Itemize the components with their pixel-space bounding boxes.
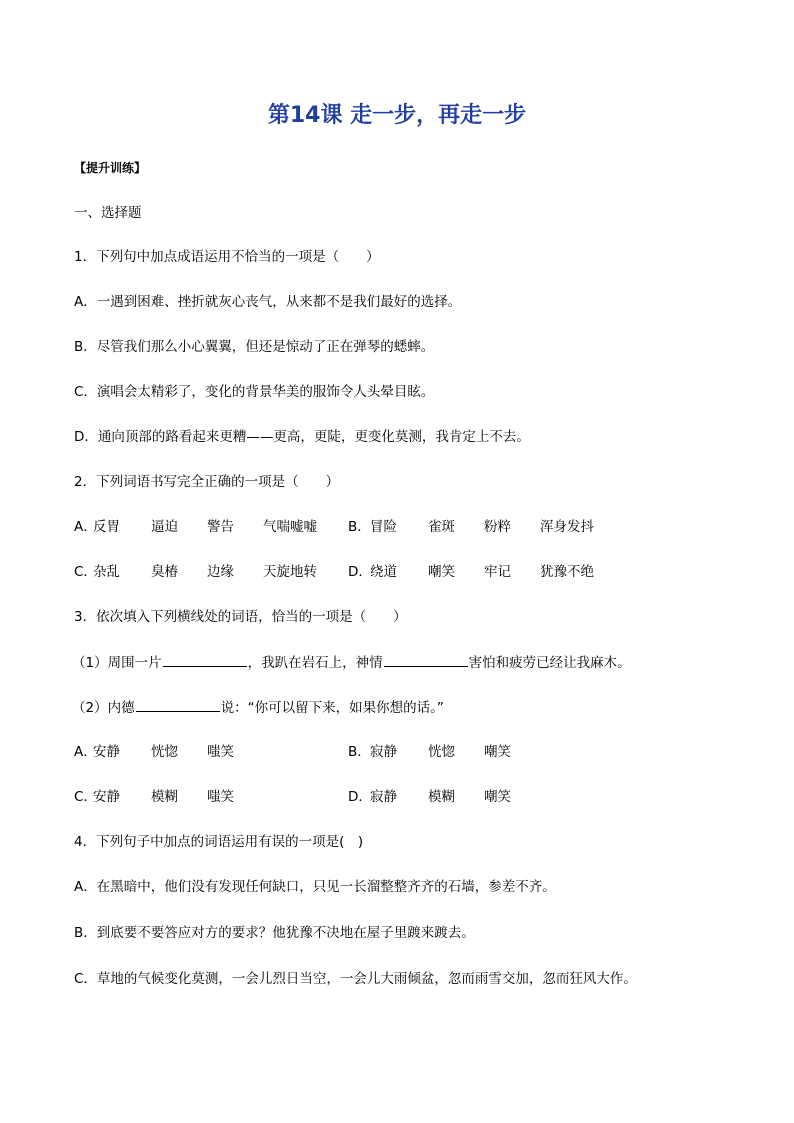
q3-word: 模糊 [151, 789, 178, 805]
q2-label-a: A． [74, 519, 97, 535]
q2-label-d: D． [348, 564, 372, 580]
q1-option-d: D．通向顶部的路看起来更糟——更高，更陡，更变化莫测，我肯定上不去。 [74, 429, 530, 445]
q2-word: 粉粹 [484, 519, 511, 535]
q4-stem: 4．下列句子中加点的词语运用有误的一项是( ) [74, 834, 364, 850]
part-heading: 一、选择题 [74, 205, 142, 221]
q2-word: 浑身发抖 [540, 519, 594, 535]
q3-label-a: A． [74, 744, 97, 760]
q3-word: 嗤笑 [207, 789, 234, 805]
q2-label-c: C． [74, 564, 97, 580]
q2-word: 牢记 [484, 564, 511, 580]
q3-stem: 3．依次填入下列横线处的词语，恰当的一项是（ ） [74, 609, 407, 625]
q2-stem: 2．下列词语书写完全正确的一项是（ ） [74, 474, 340, 490]
q2-word: 嘲笑 [428, 564, 455, 580]
q3-s2-part-2: 说：“你可以留下来，如果你想的话。” [220, 700, 444, 716]
q3-s1-part-2: ，我趴在岩石上，神情 [247, 655, 383, 671]
q3-label-d: D． [348, 789, 372, 805]
page-title: 第14课 走一步，再走一步 [267, 103, 527, 128]
q3-s2-part-1: （2）内德 [72, 700, 135, 716]
q2-word: 臭椿 [151, 564, 178, 580]
q3-word: 寂静 [370, 744, 397, 760]
q2-word: 逼迫 [151, 519, 178, 535]
q1-option-a: A．一遇到困难、挫折就灰心丧气，从来都不是我们最好的选择。 [74, 294, 462, 310]
q3-label-c: C． [74, 789, 97, 805]
fill-blank [136, 697, 220, 712]
q2-word: 杂乱 [93, 564, 120, 580]
q1-option-b: B．尽管我们那么小心翼翼，但还是惊动了正在弹琴的蟋蟀。 [74, 339, 435, 355]
q3-word: 嘲笑 [484, 744, 511, 760]
q3-sentence-1 [72, 652, 631, 673]
q3-word: 模糊 [428, 789, 455, 805]
fill-blank [163, 652, 247, 667]
q3-word: 恍惚 [428, 744, 455, 760]
q2-word: 反胃 [93, 519, 120, 535]
q3-s1-part-1: （1）周围一片 [72, 655, 162, 671]
q2-word: 绕道 [370, 564, 397, 580]
q3-s1-part-3: 害怕和疲劳已经让我麻木。 [468, 655, 631, 671]
q2-word: 天旋地转 [263, 564, 317, 580]
q4-option-c: C．草地的气候变化莫测，一会儿烈日当空，一会儿大雨倾盆，忽而雨雪交加，忽而狂风大作。 [74, 971, 637, 987]
q3-word: 嘲笑 [484, 789, 511, 805]
q3-word: 恍惚 [151, 744, 178, 760]
q2-word: 气喘嘘嘘 [263, 519, 317, 535]
q2-word: 雀斑 [428, 519, 455, 535]
q3-word: 安静 [93, 789, 120, 805]
q3-label-b: B． [348, 744, 371, 760]
q3-sentence-2 [72, 697, 444, 718]
section-label: 【提升训练】 [74, 161, 147, 175]
q2-word: 犹豫不绝 [540, 564, 594, 580]
q2-label-b: B． [348, 519, 371, 535]
q2-word: 边缘 [207, 564, 234, 580]
q4-option-a: A．在黑暗中，他们没有发现任何缺口，只见一长溜整整齐齐的石墙，参差不齐。 [74, 879, 556, 895]
q2-word: 冒险 [370, 519, 397, 535]
q3-word: 嗤笑 [207, 744, 234, 760]
q2-word: 警告 [207, 519, 234, 535]
q3-word: 寂静 [370, 789, 397, 805]
q4-option-b: B．到底要不要答应对方的要求？他犹豫不决地在屋子里踱来踱去。 [74, 925, 475, 941]
q1-option-c: C．演唱会太精彩了，变化的背景华美的服饰令人头晕目眩。 [74, 384, 435, 400]
q1-stem: 1．下列句中加点成语运用不恰当的一项是（ ） [74, 249, 380, 265]
q3-word: 安静 [93, 744, 120, 760]
fill-blank [384, 652, 468, 667]
